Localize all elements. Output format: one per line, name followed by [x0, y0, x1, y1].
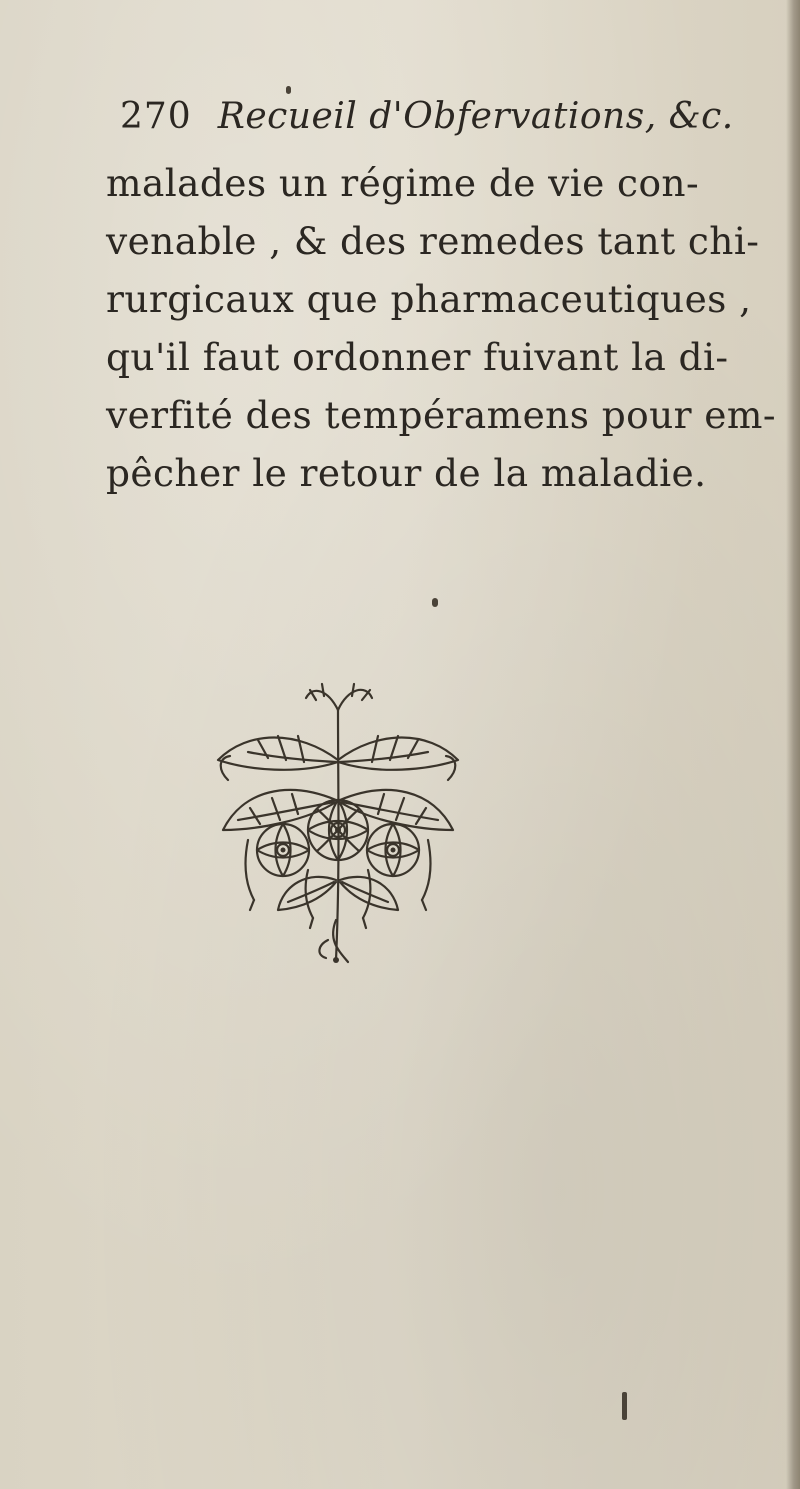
page-edge-shadow [786, 0, 800, 1489]
text-line: venable , & des remedes tant chi- [106, 219, 760, 263]
text-line: pêcher le retour de la maladie. [106, 451, 707, 495]
floral-tailpiece-icon [188, 670, 488, 970]
ink-speck [286, 86, 291, 94]
text-line: verfité des tempéramens pour em- [106, 393, 776, 437]
text-line: malades un régime de vie con- [106, 161, 700, 205]
page-header [120, 96, 760, 156]
ink-speck [432, 598, 438, 607]
running-head: Recueil d'Obfervations, &c. [217, 96, 734, 137]
ink-speck [622, 1392, 627, 1420]
page-number: 270 [120, 96, 192, 137]
body-paragraph [106, 154, 776, 502]
text-line: rurgicaux que pharmaceutiques , [106, 277, 752, 321]
text-line: qu'il faut ordonner fuivant la di- [106, 335, 729, 379]
